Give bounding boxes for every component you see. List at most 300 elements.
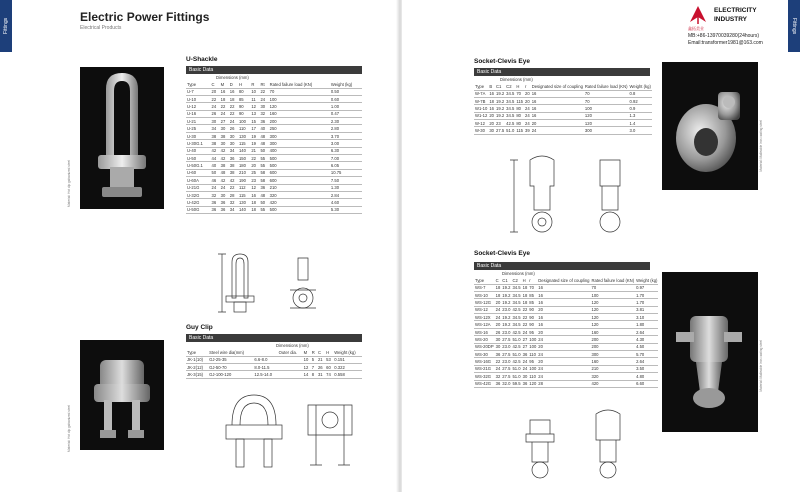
table-cell: 22	[220, 103, 229, 110]
table-cell: 30	[522, 373, 528, 379]
table-cell: 2.64	[635, 358, 658, 365]
table-cell: 2.80	[330, 125, 362, 132]
table-cell: 24	[531, 127, 584, 134]
table-cell: 19.2	[502, 292, 511, 298]
table-cell: 3.10	[635, 314, 658, 321]
table-cell: 30	[220, 125, 229, 132]
table-row	[474, 299, 658, 306]
left-side-tab: Fittings	[0, 0, 12, 52]
table-cell: WS-30	[474, 351, 495, 358]
table-cell: 0.47	[330, 110, 362, 117]
contact-phone: MB:+86-13970039280(24hours)	[688, 33, 760, 39]
table-cell: 42	[220, 155, 229, 162]
socket-clevis-eye-2-image	[662, 272, 758, 432]
table-cell: 16	[537, 299, 590, 306]
table-cell: 50	[259, 147, 268, 154]
table-cell: 18	[220, 95, 229, 102]
table-cell: 36	[259, 184, 268, 191]
table-row	[474, 120, 652, 127]
table-cell: 400	[269, 147, 330, 154]
table-cell: 38	[220, 162, 229, 169]
table-header-cell: R	[250, 74, 259, 88]
table-row	[186, 95, 362, 102]
table-cell: 100	[529, 366, 537, 372]
table-cell: 1.30	[330, 184, 362, 191]
table-cell: 32	[229, 199, 238, 206]
table-cell: 115	[238, 191, 250, 198]
table-cell: 27	[522, 336, 528, 342]
company-logo	[688, 4, 757, 26]
table-header-cell: M	[220, 74, 229, 88]
table-cell: WS-10	[474, 291, 495, 298]
table-cell: 23	[250, 177, 259, 184]
socket-clevis-eye-1-dims-label: Dimensions (mm)	[500, 77, 533, 82]
table-cell: 85	[238, 95, 250, 102]
table-cell: 110	[529, 373, 536, 379]
table-cell: 11	[250, 95, 259, 102]
table-cell: 34.5	[506, 91, 515, 97]
table-cell: 19.2	[502, 299, 511, 305]
table-cell: 85	[528, 291, 537, 298]
table-cell: 10	[303, 356, 311, 363]
table-cell: 7.50	[330, 177, 362, 184]
table-cell: 34.5	[512, 285, 521, 291]
table-cell: JK-2(12)	[186, 363, 208, 370]
table-cell: 24	[220, 184, 229, 191]
socket-clevis-eye-2-table	[474, 270, 658, 388]
table-cell: 19.2	[502, 322, 511, 328]
u-shackle-image	[80, 67, 164, 209]
table-cell: 38	[210, 132, 219, 139]
table-row	[474, 105, 652, 112]
table-cell: 24	[522, 329, 528, 335]
table-cell: 20	[495, 322, 501, 328]
guy-clip-title: Guy Clip	[186, 324, 213, 331]
table-row	[474, 343, 658, 350]
table-cell: 14	[303, 371, 311, 378]
table-cell: 100	[591, 291, 636, 298]
table-cell: 20	[495, 299, 501, 305]
table-cell: 70	[515, 90, 524, 97]
table-cell: 22	[522, 307, 528, 313]
table-cell: 30	[220, 191, 229, 198]
table-cell: 24	[537, 351, 590, 358]
table-cell: 8	[311, 371, 317, 378]
table-cell: 26	[495, 329, 501, 335]
table-row	[186, 132, 362, 139]
table-cell: 42	[210, 147, 219, 154]
table-row	[186, 184, 362, 191]
table-cell: 58	[259, 169, 268, 176]
table-row	[474, 365, 658, 372]
table-cell: 20	[489, 120, 495, 126]
table-cell: 0.558	[333, 371, 362, 378]
table-cell: 34	[229, 206, 238, 213]
table-cell: 3.50	[635, 365, 658, 372]
table-cell: 420	[269, 199, 330, 206]
table-cell: 18	[522, 292, 528, 298]
table-cell: 130	[238, 199, 250, 206]
table-cell: 27.5	[502, 351, 511, 357]
table-cell: 26	[317, 363, 325, 370]
table-cell: 23.0	[502, 359, 511, 365]
table-cell: 600	[269, 169, 330, 176]
table-cell: 28	[229, 191, 238, 198]
table-cell: 22	[229, 184, 238, 191]
table-header-cell: Type	[474, 270, 495, 284]
table-cell: 19.2	[496, 91, 505, 97]
socket-clevis-eye-2-dims-label: Dimensions (mm)	[502, 271, 535, 276]
table-cell: WS-20	[474, 336, 495, 343]
table-row	[186, 140, 362, 147]
table-header-cell: Rated failure load (KN)	[584, 76, 629, 90]
table-header-cell: D	[229, 74, 238, 88]
table-cell: 4.60	[330, 199, 362, 206]
page-title: Electric Power Fittings	[80, 10, 210, 24]
table-cell: 19.2	[502, 285, 511, 291]
table-cell: JK-1(10)	[186, 356, 208, 363]
table-cell: 18	[250, 206, 259, 213]
table-cell: WS-12G	[474, 299, 495, 306]
table-cell: 16	[229, 88, 238, 95]
guy-clip-caption: Material: Hot dip galvanized steel	[67, 405, 71, 452]
table-row	[474, 328, 658, 335]
table-cell: U-50G	[186, 206, 210, 213]
table-cell: 24	[537, 365, 590, 372]
table-cell: 1.3	[629, 112, 652, 119]
table-cell: 110	[529, 351, 536, 357]
table-cell: 27.5	[502, 336, 511, 342]
table-cell: 3.00	[330, 140, 362, 147]
table-cell: 16	[537, 291, 590, 298]
table-cell: 2.84	[330, 191, 362, 198]
table-cell: 60	[325, 363, 333, 370]
table-cell: W-12	[474, 120, 488, 127]
table-cell: 50	[259, 199, 268, 206]
table-cell: 53	[325, 356, 333, 363]
table-header-cell: Type	[474, 76, 488, 90]
table-cell: 16	[220, 88, 229, 95]
table-header-cell: H	[522, 270, 529, 284]
table-cell: 58	[259, 177, 268, 184]
table-cell: 42.5	[512, 307, 521, 313]
table-header-cell: C	[317, 342, 325, 356]
table-cell: 55	[259, 206, 268, 213]
table-cell	[278, 356, 303, 363]
table-cell: 120	[591, 321, 636, 328]
table-cell: 19.2	[496, 98, 505, 104]
table-cell: 16	[537, 284, 590, 291]
table-cell: 44	[210, 155, 219, 162]
table-cell: 210	[591, 365, 636, 372]
table-row	[186, 147, 362, 154]
table-cell: 90	[238, 110, 250, 117]
table-cell: 48	[220, 169, 229, 176]
table-cell: 50	[210, 169, 219, 176]
table-cell: 42	[220, 147, 229, 154]
table-cell: 0.9	[629, 105, 652, 112]
table-cell: 34	[210, 125, 219, 132]
table-cell: 34.5	[512, 322, 521, 328]
table-cell: W-30	[474, 127, 488, 134]
table-row	[474, 112, 652, 119]
table-header-cell: C	[210, 74, 219, 88]
table-cell: 30	[220, 140, 229, 147]
table-row	[186, 356, 362, 363]
table-cell: 51.0	[512, 351, 521, 357]
table-cell: 46	[210, 177, 219, 184]
table-cell: 36	[210, 206, 219, 213]
table-row	[186, 177, 362, 184]
table-cell: 30	[229, 132, 238, 139]
table-cell: 20	[537, 306, 590, 313]
table-cell: 10.75	[330, 169, 362, 176]
table-cell: 48	[259, 132, 268, 139]
table-cell: 34.5	[512, 299, 521, 305]
table-row	[474, 306, 658, 313]
page-subtitle: Electrical Products	[80, 25, 122, 31]
table-cell: 27	[220, 118, 229, 125]
table-cell: 18	[495, 285, 501, 291]
table-row	[474, 90, 652, 97]
table-header-row	[186, 74, 362, 88]
table-cell: U-32G	[186, 191, 210, 198]
table-cell: 70	[591, 284, 636, 291]
socket-clevis-eye-2-caption: Material: Malleable iron casting steel	[759, 340, 763, 392]
table-cell: 20	[250, 162, 259, 169]
table-cell: 59.5	[512, 381, 521, 387]
table-cell: 36	[259, 118, 268, 125]
table-cell: 24	[525, 120, 530, 126]
table-row	[186, 162, 362, 169]
table-cell: 5	[311, 356, 317, 363]
table-cell: 500	[269, 206, 330, 213]
table-cell: WS-12X	[474, 314, 495, 321]
table-cell: U-40	[186, 147, 210, 154]
table-cell: W-7B	[474, 97, 488, 104]
table-header-row	[186, 342, 362, 356]
table-row	[474, 321, 658, 328]
table-header-cell: C1	[495, 76, 505, 90]
table-cell: WS-32G	[474, 373, 495, 380]
socket-clevis-eye-1-photo	[662, 62, 758, 190]
table-cell: 23.0	[502, 307, 511, 313]
table-cell: WS-16G	[474, 358, 495, 365]
table-cell: 6.30	[330, 147, 362, 154]
table-cell: 0.60	[330, 95, 362, 102]
u-shackle-basic-data-label: Basic Data	[186, 66, 362, 74]
table-cell: 8.0-11.5	[253, 363, 277, 370]
table-cell: 190	[238, 177, 250, 184]
table-row	[186, 169, 362, 176]
u-shackle-title: U-Shackle	[186, 56, 218, 63]
table-cell: 34.5	[506, 98, 515, 104]
table-cell: 85	[528, 299, 537, 306]
table-header-cell	[253, 342, 277, 356]
table-header-cell: Weight (kg)	[330, 74, 362, 88]
table-cell: 16	[537, 314, 590, 321]
table-cell: 30	[210, 118, 219, 125]
table-cell: 100	[529, 344, 537, 350]
table-cell: 31	[317, 371, 325, 378]
table-cell: 42.5	[506, 120, 515, 126]
table-row	[186, 103, 362, 110]
table-cell: 24	[220, 110, 229, 117]
right-side-tab: Fittings	[788, 0, 800, 52]
table-cell: 20	[525, 91, 530, 97]
table-cell: WS-42G	[474, 380, 495, 387]
table-cell: 120	[591, 306, 636, 313]
table-cell: 48	[259, 140, 268, 147]
table-cell: 32	[259, 110, 268, 117]
table-cell	[278, 371, 303, 378]
table-cell: 38	[220, 132, 229, 139]
table-row	[186, 110, 362, 117]
table-cell: 90	[528, 321, 537, 328]
table-cell: 18	[522, 285, 528, 291]
table-cell: 6.6-8.0	[253, 356, 277, 363]
guy-clip-photo	[80, 340, 164, 450]
table-cell: 115	[516, 98, 524, 104]
table-cell: U-25	[186, 125, 210, 132]
table-cell: 24	[495, 307, 501, 313]
table-cell: 4.50	[635, 343, 658, 350]
table-row	[186, 371, 362, 378]
table-header-cell: C	[495, 270, 502, 284]
table-cell: 19.2	[502, 314, 511, 320]
company-logo-icon	[688, 4, 708, 26]
table-cell: 1.4	[629, 120, 652, 127]
table-cell: 115	[238, 140, 250, 147]
socket-clevis-eye-2-title: Socket-Clevis Eye	[474, 250, 531, 257]
table-cell: 0.97	[635, 284, 658, 291]
table-cell: 18	[522, 299, 528, 305]
table-cell: 20	[525, 98, 530, 104]
table-cell: 40	[259, 125, 268, 132]
table-header-cell: Steel wire dia(mm)	[208, 342, 253, 356]
table-cell: 4.80	[635, 373, 658, 380]
table-cell: 160	[591, 358, 636, 365]
table-cell: 17	[250, 125, 259, 132]
table-cell: 320	[591, 373, 636, 380]
table-row	[474, 351, 658, 358]
table-cell: 24	[229, 118, 238, 125]
table-header-cell: B	[488, 76, 495, 90]
table-cell: 300	[269, 132, 330, 139]
table-cell: 24	[495, 366, 501, 372]
table-cell: 36	[220, 199, 229, 206]
table-cell: 22	[522, 322, 528, 328]
table-cell: 16	[531, 90, 584, 97]
table-cell: 18	[495, 292, 501, 298]
contact-info	[688, 33, 763, 46]
table-header-cell: Outer dia.	[278, 342, 303, 356]
table-cell: GJ-25-35	[208, 356, 253, 363]
table-header-cell: Type	[186, 342, 208, 356]
table-cell: 22	[250, 155, 259, 162]
table-cell: 36	[220, 206, 229, 213]
table-cell: 500	[269, 162, 330, 169]
table-header-cell: C1	[501, 270, 511, 284]
table-header-cell: Weight (kg)	[333, 342, 362, 356]
table-cell: WS-12A	[474, 321, 495, 328]
table-cell: 22	[522, 314, 528, 320]
guy-clip-basic-data-label: Basic Data	[186, 334, 362, 342]
table-header-cell: R	[311, 342, 317, 356]
table-row	[474, 314, 658, 321]
company-name-cn: 鑫拓美业	[688, 26, 704, 31]
table-cell: WS-12	[474, 306, 495, 313]
table-cell: 51.0	[506, 128, 515, 134]
table-cell: 120	[529, 381, 537, 387]
u-shackle-caption: Material: Hot dip galvanized steel	[67, 160, 71, 207]
table-cell: 34.5	[512, 292, 521, 298]
table-cell: 0.50	[330, 88, 362, 95]
contact-email: Email:transformer1981@163.com	[688, 39, 763, 46]
table-cell: 120	[269, 103, 330, 110]
table-cell: 42.5	[512, 329, 521, 335]
table-cell: 24	[522, 359, 528, 365]
table-row	[186, 118, 362, 125]
u-shackle-drawing	[212, 250, 352, 325]
table-cell: 3.0	[629, 127, 652, 134]
table-cell: 20	[537, 343, 590, 350]
table-cell: 18	[229, 95, 238, 102]
table-cell: 36	[522, 381, 528, 387]
guy-clip-image	[80, 340, 164, 450]
table-cell: U-7	[186, 88, 210, 95]
table-cell: 16	[489, 105, 495, 111]
table-cell: 38	[229, 169, 238, 176]
table-cell: 70	[269, 88, 330, 95]
table-cell: 12.5-14.0	[253, 371, 277, 378]
table-cell: 1.70	[635, 299, 658, 306]
table-row	[186, 206, 362, 213]
table-row	[186, 125, 362, 132]
table-cell: 32	[210, 191, 219, 198]
table-cell: 7	[311, 363, 317, 370]
table-header-cell: M	[303, 342, 311, 356]
table-cell: U-21G	[186, 184, 210, 191]
table-cell: 6.60	[635, 380, 658, 387]
table-cell: 27.5	[496, 128, 505, 134]
table-cell: 24	[522, 366, 528, 372]
table-cell: 36	[522, 351, 528, 357]
table-cell: 0.322	[333, 363, 362, 370]
table-cell: U-10	[186, 95, 210, 102]
company-name-line-1: ELECTRICITY	[714, 7, 757, 14]
table-cell: 180	[238, 162, 250, 169]
table-cell: 500	[269, 155, 330, 162]
table-cell: 18	[250, 199, 259, 206]
table-cell: 12	[250, 103, 259, 110]
table-cell: 300	[584, 127, 629, 134]
table-cell: 3.70	[330, 132, 362, 139]
table-cell: 12	[250, 184, 259, 191]
table-cell: 90	[528, 306, 537, 313]
socket-clevis-eye-1-image	[662, 62, 758, 190]
table-cell: 160	[591, 328, 636, 335]
table-cell: 300	[269, 140, 330, 147]
table-cell: 320	[269, 191, 330, 198]
table-cell: 16	[531, 97, 584, 104]
table-cell: 51.0	[512, 336, 521, 342]
table-row	[186, 155, 362, 162]
table-cell: 15	[250, 118, 259, 125]
table-header-cell: H	[515, 76, 524, 90]
table-cell: 24	[495, 314, 501, 320]
table-cell: 26	[229, 125, 238, 132]
